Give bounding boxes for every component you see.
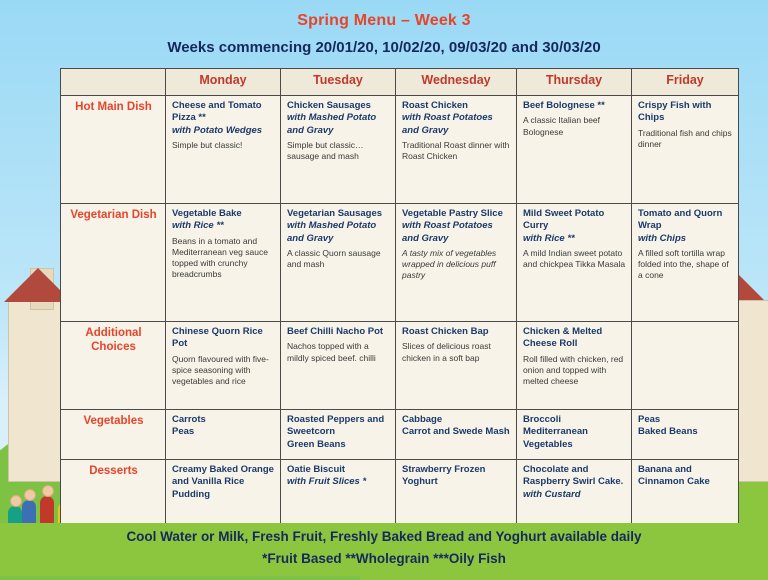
- dish-description: Traditional Roast dinner with Roast Chicken: [402, 140, 510, 162]
- veg-item: Cabbage: [402, 414, 443, 425]
- table-row-vegetables: [61, 410, 739, 460]
- dish-accompaniment: with Rice **: [172, 220, 224, 232]
- table-row-desserts: [61, 460, 739, 524]
- table-row-vegetarian-dish: [61, 204, 739, 322]
- dish-description: A filled soft tortilla wrap folded into the, shape of a cone: [638, 248, 729, 281]
- menu-table-head: [61, 69, 739, 96]
- dish-description: A classic Quorn sausage and mash: [287, 248, 381, 270]
- dish-name: Chicken Sausages: [287, 100, 371, 111]
- cell-desserts-monday: [166, 460, 281, 524]
- cell-additional-wednesday: [396, 322, 517, 410]
- dish-name: Crispy Fish with Chips: [638, 100, 712, 124]
- dish-description: Traditional fish and chips dinner: [638, 127, 732, 149]
- table-row-additional-choices: [61, 322, 739, 410]
- veg-item: Green Beans: [287, 438, 346, 450]
- dish-name: Chocolate and Raspberry Swirl Cake.: [523, 464, 624, 488]
- dish-accompaniment: with Roast Potatoes and Gravy: [402, 220, 493, 244]
- cell-vegetables-friday: [632, 410, 739, 460]
- cell-vegetarian-wednesday: [396, 204, 517, 322]
- page-title: Spring Menu – Week 3: [297, 12, 471, 29]
- dish-description: Roll filled with chicken, red onion and topped with melted cheese: [523, 353, 624, 387]
- cell-hot-main-tuesday: [281, 96, 396, 204]
- dish-name: Vegetable Bake: [172, 208, 242, 219]
- dish-name: Beef Bolognese **: [523, 100, 605, 111]
- dish-name: Chinese Quorn Rice Pot: [172, 326, 263, 350]
- cell-vegetables-tuesday: [281, 410, 396, 460]
- veg-item: Carrots: [172, 414, 206, 425]
- cell-additional-tuesday: [281, 322, 396, 410]
- dish-name: Roast Chicken: [402, 100, 468, 111]
- cell-desserts-thursday: [517, 460, 632, 524]
- cell-desserts-wednesday: [396, 460, 517, 524]
- row-label-vegetarian-dish: Vegetarian Dish: [61, 204, 166, 322]
- cell-hot-main-wednesday: [396, 96, 517, 204]
- footer-line-2: *Fruit Based **Wholegrain ***Oily Fish: [262, 551, 506, 566]
- dish-description: Simple but classic…sausage and mash: [287, 140, 364, 162]
- row-label-desserts: Desserts: [61, 460, 166, 524]
- dish-description: A tasty mix of vegetables wrapped in delicious puff pastry: [402, 248, 497, 281]
- dish-name: Beef Chilli Nacho Pot: [287, 326, 384, 337]
- cell-additional-thursday: [517, 322, 632, 410]
- dish-description: Beans in a tomato and Mediterranean veg sauce topped with crunchy breadcrumbs: [172, 235, 268, 280]
- cell-desserts-friday: [632, 460, 739, 524]
- menu-table-body: [61, 96, 739, 524]
- dish-description: A mild Indian sweet potato and chickpea Tikka Masala: [523, 248, 626, 270]
- veg-item: Mediterranean Vegetables: [523, 426, 588, 450]
- cell-vegetables-monday: [166, 410, 281, 460]
- cell-vegetarian-tuesday: [281, 204, 396, 322]
- row-label-vegetables: Vegetables: [61, 410, 166, 460]
- veg-item: Peas: [172, 426, 195, 438]
- dish-name: Mild Sweet Potato Curry: [523, 208, 605, 232]
- dish-accompaniment: with Potato Wedges: [172, 124, 263, 136]
- cell-vegetables-wednesday: [396, 410, 517, 460]
- cell-vegetarian-friday: [632, 204, 739, 322]
- dish-description: A classic Italian beef Bolognese: [523, 115, 601, 137]
- page-subtitle: Weeks commencing 20/01/20, 10/02/20, 09/03/20 and 30/03/20: [167, 39, 601, 56]
- column-header-friday: Friday: [632, 69, 739, 96]
- dish-description: Nachos topped with a mildly spiced beef. chilli: [287, 341, 376, 363]
- column-header-wednesday: Wednesday: [396, 69, 517, 96]
- dish-name: Cheese and Tomato Pizza **: [172, 100, 262, 124]
- dish-name: Oatie Biscuit: [287, 464, 346, 475]
- dish-name: Tomato and Quorn Wrap: [638, 208, 723, 232]
- column-header-tuesday: Tuesday: [281, 69, 396, 96]
- footer-banner: [0, 523, 768, 576]
- veg-item: Roasted Peppers and Sweetcorn: [287, 414, 385, 438]
- cell-hot-main-thursday: [517, 96, 632, 204]
- cell-vegetarian-monday: [166, 204, 281, 322]
- veg-item: Baked Beans: [638, 426, 698, 438]
- dish-accompaniment: with Fruit Slices *: [287, 476, 367, 488]
- dish-name: Banana and Cinnamon Cake: [638, 464, 710, 488]
- table-header-row: [61, 69, 739, 96]
- dish-name: Creamy Baked Orange and Vanilla Rice Pudding: [172, 464, 274, 500]
- row-label-hot-main-dish: Hot Main Dish: [61, 96, 166, 204]
- column-header-monday: Monday: [166, 69, 281, 96]
- dish-accompaniment: with Chips: [638, 232, 687, 244]
- column-header-thursday: Thursday: [517, 69, 632, 96]
- title-block: [0, 0, 768, 56]
- dish-accompaniment: with Roast Potatoes and Gravy: [402, 112, 493, 136]
- veg-item: Broccoli: [523, 414, 562, 425]
- dish-accompaniment: with Mashed Potato and Gravy: [287, 220, 377, 244]
- veg-item: Peas: [638, 414, 661, 425]
- cell-additional-monday: [166, 322, 281, 410]
- dish-name: Roast Chicken Bap: [402, 326, 489, 337]
- cell-vegetarian-thursday: [517, 204, 632, 322]
- dish-name: Vegetable Pastry Slice: [402, 208, 503, 219]
- dish-accompaniment: with Custard: [523, 488, 581, 500]
- cell-desserts-tuesday: [281, 460, 396, 524]
- dish-name: Vegetarian Sausages: [287, 208, 383, 219]
- dish-name: Chicken & Melted Cheese Roll: [523, 326, 603, 350]
- dish-accompaniment: with Mashed Potato and Gravy: [287, 112, 377, 136]
- cell-hot-main-monday: [166, 96, 281, 204]
- cell-hot-main-friday: [632, 96, 739, 204]
- dish-name: Strawberry Frozen Yoghurt: [402, 464, 486, 488]
- table-row-hot-main-dish: [61, 96, 739, 204]
- menu-table: [60, 68, 739, 524]
- dish-description: Slices of delicious roast chicken in a soft bap: [402, 341, 491, 363]
- row-label-additional-choices: Additional Choices: [61, 322, 166, 410]
- cell-additional-friday: [632, 322, 739, 410]
- dish-description: Simple but classic!: [172, 140, 243, 151]
- dish-accompaniment: with Rice **: [523, 232, 575, 244]
- dish-description: Quorn flavoured with five-spice seasoning with vegetables and rice: [172, 353, 269, 387]
- veg-item: Carrot and Swede Mash: [402, 426, 510, 438]
- footer-line-1: Cool Water or Milk, Fresh Fruit, Freshly Baked Bread and Yoghurt available daily: [126, 529, 642, 544]
- cell-vegetables-thursday: [517, 410, 632, 460]
- table-corner-cell: [61, 69, 166, 96]
